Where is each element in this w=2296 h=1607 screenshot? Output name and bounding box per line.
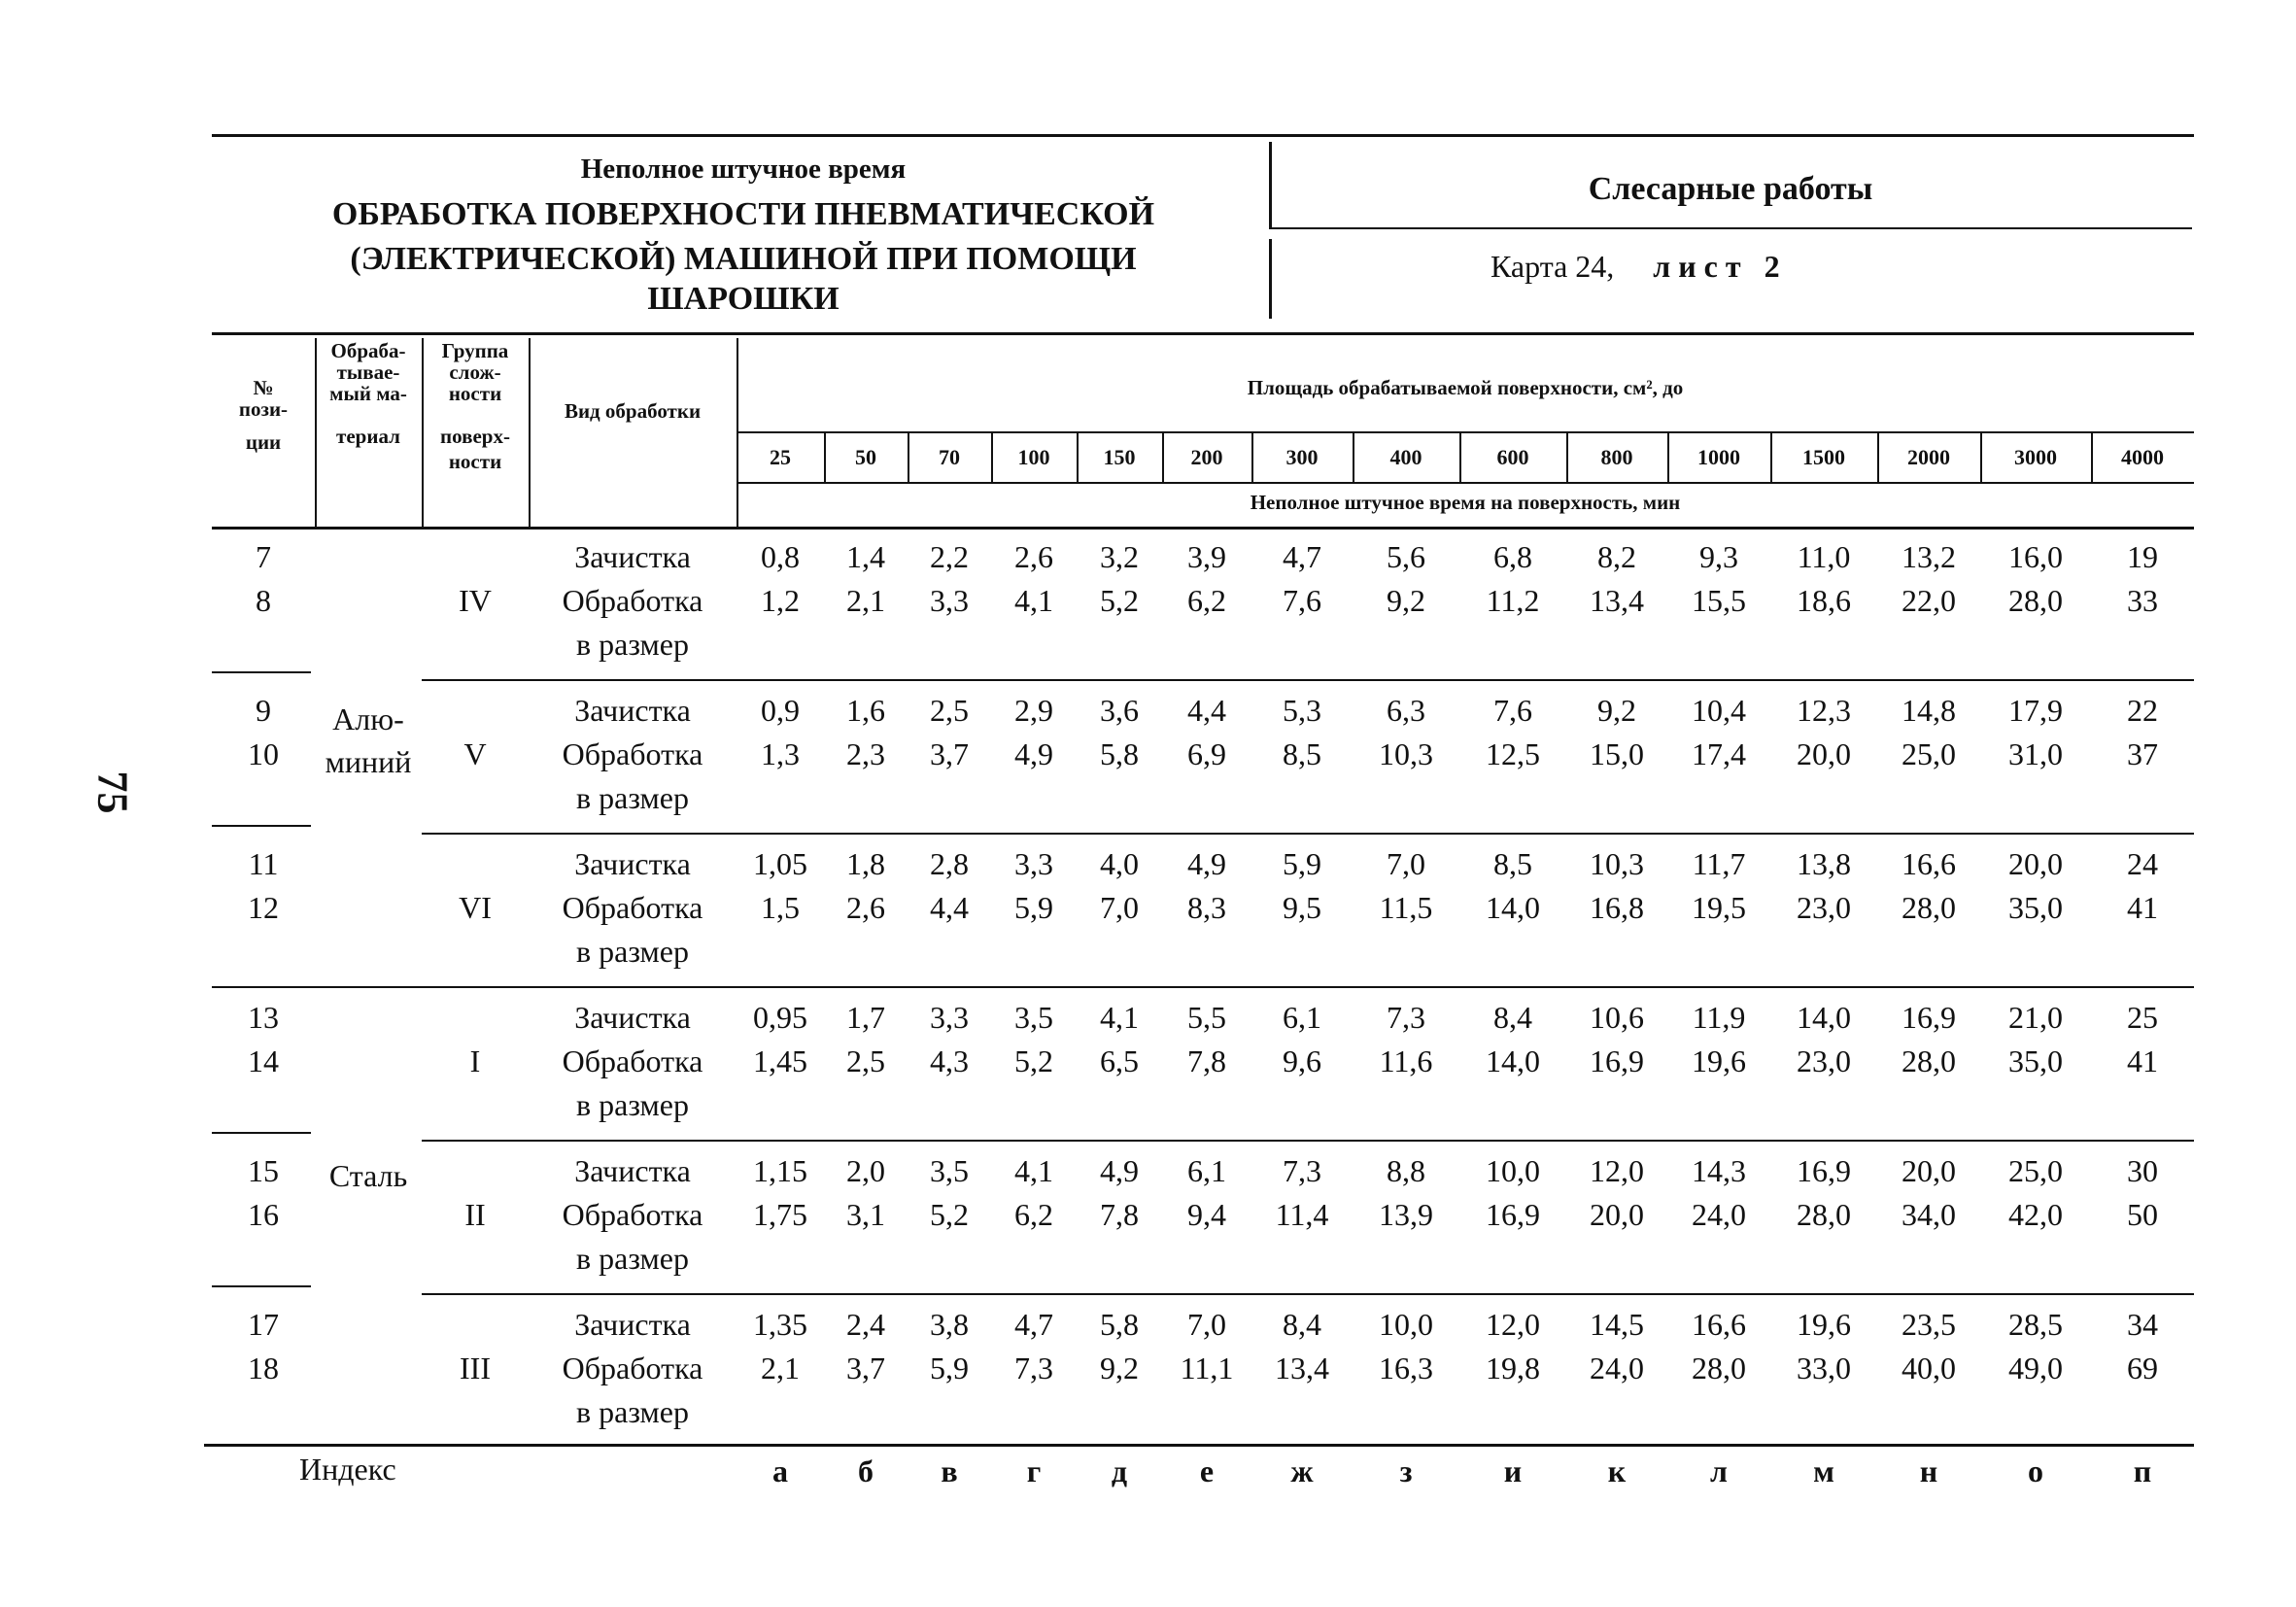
processing-kind: Обработка [562,1197,703,1232]
time-value: 6,9 [1187,736,1226,771]
time-value: 9,3 [1699,539,1738,574]
header-bottom-rule [212,527,2194,530]
time-value: 9,2 [1100,1351,1139,1385]
index-letter: а [772,1453,788,1488]
time-value: 2,1 [761,1351,800,1385]
time-value: 11,7 [1692,846,1746,881]
header-material-line: тывае- [336,360,400,384]
header-material-line: мый ма- [329,382,407,405]
group-separator [422,1140,2194,1142]
processing-kind: Обработка [562,583,703,618]
time-value: 10,3 [1590,846,1644,881]
position-number: 18 [248,1351,279,1385]
time-value: 19,8 [1486,1351,1540,1385]
time-value: 18,6 [1797,583,1851,618]
time-value: 25,0 [2008,1153,2063,1188]
time-value: 7,6 [1283,583,1321,618]
time-value: 3,2 [1100,539,1139,574]
time-value: 14,5 [1590,1307,1644,1342]
time-value: 4,1 [1014,1153,1053,1188]
top-rule [212,134,2194,137]
index-letter: и [1503,1453,1523,1488]
area-value: 600 [1496,445,1529,469]
time-value: 4,9 [1187,846,1226,881]
time-value: 2,5 [846,1043,885,1078]
time-value: 28,0 [1797,1197,1851,1232]
time-value: 7,8 [1187,1043,1226,1078]
time-value: 11,6 [1379,1043,1433,1078]
time-value: 0,8 [761,539,800,574]
time-value: 24,0 [1590,1351,1644,1385]
time-value: 34 [2127,1307,2158,1342]
group-separator [422,679,2194,681]
time-value: 14,0 [1797,1000,1851,1035]
group-separator [422,1293,2194,1295]
time-value: 24,0 [1692,1197,1746,1232]
time-value: 16,9 [1902,1000,1956,1035]
processing-kind: Зачистка [574,1153,691,1188]
header-title [243,192,1244,317]
processing-kind: Обработка [562,1351,703,1385]
time-value: 16,9 [1486,1197,1540,1232]
time-value: 24 [2127,846,2158,881]
time-value: 25 [2127,1000,2158,1035]
position-number: 8 [256,583,271,618]
area-bottom-rule [737,482,2194,484]
time-value: 1,2 [761,583,800,618]
time-value: 40,0 [1902,1351,1956,1385]
time-value: 50 [2127,1197,2158,1232]
processing-kind-suffix: в размер [576,1241,689,1276]
header-right-rule [1269,227,2192,229]
time-value: 11,2 [1486,583,1540,618]
header-divider-lower [1269,239,1272,319]
time-value: 20,0 [1590,1197,1644,1232]
time-value: 35,0 [2008,890,2063,925]
time-value: 23,5 [1902,1307,1956,1342]
time-value: 2,2 [930,539,969,574]
col-sep-3 [529,338,531,529]
header-pos-line: № [253,376,274,399]
index-letter: м [1813,1453,1834,1488]
complexity-group: V [463,736,487,771]
material-line: Сталь [328,1158,408,1193]
header-pos-line: пози- [238,397,289,421]
time-value: 12,3 [1797,693,1851,728]
time-value: 1,6 [846,693,885,728]
position-number: 7 [256,539,271,574]
time-value: 4,1 [1014,583,1053,618]
index-letter: в [941,1453,958,1488]
material-aluminium [315,698,422,783]
time-value: 11,0 [1797,539,1851,574]
time-value: 5,2 [1014,1043,1053,1078]
position-number: 14 [248,1043,279,1078]
header-material [315,340,422,447]
time-value: 2,8 [930,846,969,881]
time-value: 3,7 [930,736,969,771]
time-value: 6,5 [1100,1043,1139,1078]
time-value: 1,4 [846,539,885,574]
time-value: 5,9 [930,1351,969,1385]
time-value: 4,1 [1100,1000,1139,1035]
area-value: 300 [1285,445,1319,469]
time-value: 3,5 [1014,1000,1053,1035]
header-group-line: ности [448,382,502,405]
time-value: 9,5 [1283,890,1321,925]
area-value: 50 [855,445,876,469]
time-value: 11,5 [1379,890,1433,925]
processing-kind-suffix: в размер [576,1394,689,1429]
pos-separator [212,1132,311,1134]
time-value: 4,7 [1283,539,1321,574]
index-letter: б [858,1453,874,1488]
time-value: 42,0 [2008,1197,2063,1232]
time-value: 28,0 [1902,890,1956,925]
time-value: 6,2 [1014,1197,1053,1232]
title-line-2: (ЭЛЕКТРИЧЕСКОЙ) МАШИНОЙ ПРИ ПОМОЩИ [350,241,1137,277]
processing-kind: Обработка [562,890,703,925]
time-value: 25,0 [1902,736,1956,771]
index-letter: г [1026,1453,1042,1488]
time-value: 13,8 [1797,846,1851,881]
index-letter: о [2028,1453,2043,1488]
header-group-line: ности [448,450,502,473]
time-value: 7,6 [1493,693,1532,728]
processing-kind: Зачистка [574,539,691,574]
area-rule [737,431,2194,433]
time-value: 4,0 [1100,846,1139,881]
time-value: 2,1 [846,583,885,618]
time-value: 23,0 [1797,890,1851,925]
time-value: 10,0 [1486,1153,1540,1188]
time-value: 14,0 [1486,890,1540,925]
time-value: 6,1 [1187,1153,1226,1188]
time-value: 1,75 [753,1197,807,1232]
time-value: 16,6 [1902,846,1956,881]
time-value: 41 [2127,890,2158,925]
time-value: 16,0 [2008,539,2063,574]
area-value: 200 [1190,445,1223,469]
time-value: 7,0 [1187,1307,1226,1342]
time-value: 3,5 [930,1153,969,1188]
time-value: 41 [2127,1043,2158,1078]
position-number: 16 [248,1197,279,1232]
time-value: 2,4 [846,1307,885,1342]
card-label [1491,249,1788,285]
time-value: 30 [2127,1153,2158,1188]
time-value: 11,4 [1275,1197,1329,1232]
time-value: 1,3 [761,736,800,771]
time-value: 12,0 [1590,1153,1644,1188]
area-value: 4000 [2121,445,2164,469]
time-value: 2,3 [846,736,885,771]
header-time: Неполное штучное время на поверхность, мин [1250,491,1681,514]
index-letter: л [1710,1453,1728,1488]
time-value: 4,9 [1014,736,1053,771]
time-value: 2,9 [1014,693,1053,728]
header-group-line: слож- [449,360,501,384]
time-value: 2,6 [846,890,885,925]
area-value: 150 [1103,445,1136,469]
time-value: 3,1 [846,1197,885,1232]
processing-kind: Зачистка [574,1000,691,1035]
time-value: 19,5 [1692,890,1746,925]
time-value: 1,8 [846,846,885,881]
time-value: 16,9 [1797,1153,1851,1188]
time-value: 10,4 [1692,693,1746,728]
index-letter: з [1399,1453,1413,1488]
time-value: 9,4 [1187,1197,1226,1232]
time-value: 15,5 [1692,583,1746,618]
header-kind: Вид обработки [564,399,702,423]
index-letter: к [1607,1453,1627,1488]
time-value: 3,7 [846,1351,885,1385]
time-value: 16,6 [1692,1307,1746,1342]
time-value: 8,4 [1493,1000,1532,1035]
time-value: 16,3 [1379,1351,1433,1385]
time-value: 10,6 [1590,1000,1644,1035]
card-number: Карта 24, [1491,249,1615,284]
area-value: 25 [770,445,791,469]
area-value: 1000 [1697,445,1740,469]
time-value: 34,0 [1902,1197,1956,1232]
time-value: 22,0 [1902,583,1956,618]
time-value: 7,0 [1387,846,1425,881]
time-value: 9,2 [1387,583,1425,618]
time-value: 5,3 [1283,693,1321,728]
table-bottom-rule [204,1444,2194,1447]
time-value: 33 [2127,583,2158,618]
time-value: 2,5 [930,693,969,728]
index-label: Индекс [299,1452,396,1487]
processing-kind-suffix: в размер [576,780,689,815]
position-number: 9 [256,693,271,728]
time-value: 19,6 [1797,1307,1851,1342]
sheet-number: лист 2 [1653,249,1788,284]
header-material-line: Обраба- [330,339,406,362]
time-value: 4,3 [930,1043,969,1078]
time-value: 3,9 [1187,539,1226,574]
time-value: 3,3 [1014,846,1053,881]
time-value: 3,3 [930,583,969,618]
index-letter: н [1919,1453,1938,1488]
time-value: 4,4 [1187,693,1226,728]
time-value: 35,0 [2008,1043,2063,1078]
time-value: 23,0 [1797,1043,1851,1078]
position-number: 10 [248,736,279,771]
time-value: 8,8 [1387,1153,1425,1188]
index-letter: е [1199,1453,1215,1488]
time-value: 3,8 [930,1307,969,1342]
position-number: 12 [248,890,279,925]
header-material-line: териал [336,425,400,448]
time-value: 4,9 [1100,1153,1139,1188]
time-value: 4,4 [930,890,969,925]
time-value: 1,35 [753,1307,807,1342]
time-value: 69 [2127,1351,2158,1385]
time-value: 6,8 [1493,539,1532,574]
time-value: 21,0 [2008,1000,2063,1035]
time-value: 1,7 [846,1000,885,1035]
time-value: 10,0 [1379,1307,1433,1342]
title-line-1: ОБРАБОТКА ПОВЕРХНОСТИ ПНЕВМАТИЧЕСКОЙ [331,196,1155,232]
time-value: 6,2 [1187,583,1226,618]
time-value: 1,45 [753,1043,807,1078]
processing-kind: Зачистка [574,1307,691,1342]
time-value: 22 [2127,693,2158,728]
index-letter: ж [1290,1453,1314,1488]
header-pos [212,377,315,453]
time-value: 19 [2127,539,2158,574]
complexity-group: I [469,1043,481,1078]
time-value: 1,5 [761,890,800,925]
time-value: 16,8 [1590,890,1644,925]
time-value: 14,8 [1902,693,1956,728]
table-top-rule [212,332,2194,335]
time-value: 14,0 [1486,1043,1540,1078]
time-value: 8,5 [1493,846,1532,881]
header-group-line: Группа [441,339,509,362]
time-value: 6,1 [1283,1000,1321,1035]
time-value: 8,5 [1283,736,1321,771]
area-value: 100 [1017,445,1050,469]
page-number: 75 [88,770,137,814]
time-value: 5,9 [1283,846,1321,881]
complexity-group: VI [459,890,492,925]
time-value: 7,3 [1387,1000,1425,1035]
processing-kind-suffix: в размер [576,627,689,662]
time-value: 20,0 [2008,846,2063,881]
material-line: миний [325,744,412,779]
pos-separator [212,1285,311,1287]
processing-kind: Обработка [562,736,703,771]
complexity-group: IV [459,583,492,618]
area-value: 800 [1600,445,1633,469]
time-value: 5,8 [1100,736,1139,771]
group-separator [212,986,2194,988]
time-value: 3,6 [1100,693,1139,728]
area-value: 1500 [1802,445,1845,469]
time-value: 28,0 [1692,1351,1746,1385]
time-value: 7,0 [1100,890,1139,925]
time-value: 5,6 [1387,539,1425,574]
time-value: 0,9 [761,693,800,728]
time-value: 20,0 [1797,736,1851,771]
time-value: 2,6 [1014,539,1053,574]
time-value: 11,1 [1180,1351,1234,1385]
time-value: 16,9 [1590,1043,1644,1078]
time-value: 7,3 [1014,1351,1053,1385]
time-value: 5,2 [930,1197,969,1232]
header-group [422,340,529,472]
title-line-3: ШАРОШКИ [647,281,840,317]
time-value: 5,2 [1100,583,1139,618]
time-value: 20,0 [1902,1153,1956,1188]
position-number: 13 [248,1000,279,1035]
time-value: 5,9 [1014,890,1053,925]
time-value: 28,0 [1902,1043,1956,1078]
time-value: 12,0 [1486,1307,1540,1342]
processing-kind: Зачистка [574,693,691,728]
time-value: 17,4 [1692,736,1746,771]
position-number: 17 [248,1307,279,1342]
time-value: 13,4 [1275,1351,1329,1385]
time-value: 1,05 [753,846,807,881]
time-value: 31,0 [2008,736,2063,771]
time-value: 8,4 [1283,1307,1321,1342]
processing-kind: Обработка [562,1043,703,1078]
time-value: 8,2 [1597,539,1636,574]
position-number: 11 [248,846,279,881]
time-value: 13,2 [1902,539,1956,574]
header-subtitle: Неполное штучное время [580,154,907,185]
time-value: 15,0 [1590,736,1644,771]
time-value: 5,5 [1187,1000,1226,1035]
header-group-line: поверх- [440,425,510,448]
time-value: 28,0 [2008,583,2063,618]
time-value: 13,4 [1590,583,1644,618]
time-value: 0,95 [753,1000,807,1035]
time-value: 11,9 [1692,1000,1746,1035]
material-steel [315,1158,422,1194]
time-value: 2,0 [846,1153,885,1188]
header-pos-line: ции [245,430,282,454]
area-value: 2000 [1907,445,1950,469]
complexity-group: III [460,1351,491,1385]
area-value: 70 [939,445,960,469]
time-value: 17,9 [2008,693,2063,728]
time-value: 4,7 [1014,1307,1053,1342]
time-value: 12,5 [1486,736,1540,771]
time-value: 3,3 [930,1000,969,1035]
time-value: 33,0 [1797,1351,1851,1385]
pos-separator [212,825,311,827]
processing-kind: Зачистка [574,846,691,881]
section-title: Слесарные работы [1588,171,1873,207]
processing-kind-suffix: в размер [576,1087,689,1122]
area-value: 400 [1389,445,1422,469]
index-letter: д [1111,1453,1128,1488]
time-value: 5,8 [1100,1307,1139,1342]
time-value: 1,15 [753,1153,807,1188]
time-value: 14,3 [1692,1153,1746,1188]
time-value: 19,6 [1692,1043,1746,1078]
processing-kind-suffix: в размер [576,934,689,969]
material-line: Алю- [332,701,404,736]
time-value: 10,3 [1379,736,1433,771]
time-value: 7,3 [1283,1153,1321,1188]
time-value: 49,0 [2008,1351,2063,1385]
time-value: 7,8 [1100,1197,1139,1232]
time-value: 8,3 [1187,890,1226,925]
time-value: 9,2 [1597,693,1636,728]
time-value: 28,5 [2008,1307,2063,1342]
position-number: 15 [248,1153,279,1188]
pos-separator [212,671,311,673]
time-value: 6,3 [1387,693,1425,728]
group-separator [422,833,2194,835]
index-letter: п [2133,1453,2152,1488]
header-area: Площадь обрабатываемой поверхности, см², до [1247,376,1684,399]
area-value: 3000 [2014,445,2057,469]
complexity-group: II [464,1197,486,1232]
time-value: 9,6 [1283,1043,1321,1078]
time-value: 13,9 [1379,1197,1433,1232]
time-value: 37 [2127,736,2158,771]
